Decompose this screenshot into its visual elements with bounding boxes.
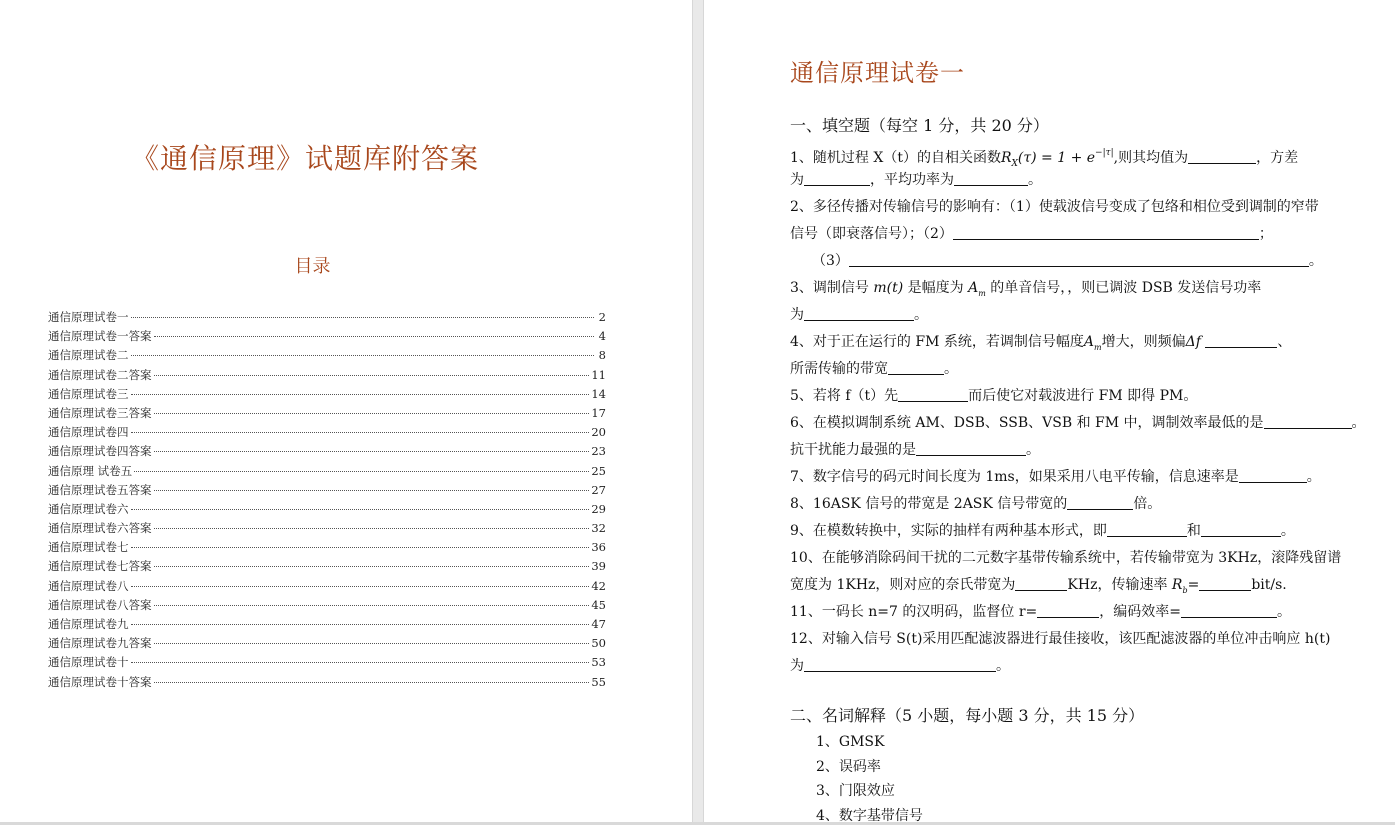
toc-entry-page-number: 2 <box>598 310 606 324</box>
answer-blank <box>804 171 870 186</box>
toc-entry[interactable] <box>48 635 606 654</box>
question-11: 11、一码长 n=7 的汉明码，监督位 r= ，编码效率= 。 <box>790 604 1291 620</box>
term-item: 2、误码率 <box>816 758 881 775</box>
answer-blank <box>1201 522 1281 537</box>
toc-leader-dots <box>154 413 590 414</box>
answer-blank <box>1188 149 1256 164</box>
toc-entry[interactable] <box>48 405 606 424</box>
answer-blank <box>1199 576 1251 591</box>
toc-entry[interactable] <box>48 578 606 597</box>
toc-entry-label: 通信原理试卷八 <box>48 578 129 593</box>
toc-entry-label: 通信原理试卷八答案 <box>48 597 152 612</box>
toc-entry-label: 通信原理试卷九答案 <box>48 636 152 651</box>
section-heading-fill-in: 一、填空题（每空 1 分，共 20 分） <box>790 116 1049 135</box>
toc-entry[interactable] <box>48 482 606 501</box>
toc-entry-page-number: 27 <box>591 482 606 497</box>
toc-entry[interactable] <box>48 501 606 520</box>
answer-blank <box>849 252 1309 267</box>
toc-entry-page-number: 53 <box>591 655 606 670</box>
toc-entry-label: 通信原理试卷二 <box>48 348 129 363</box>
question-1-line-1: 1、随机过程 X（t）的自相关函数$R_X(\tau) = 1 + e^{-|\tau|}$,则其均值为 ，方差 <box>790 148 1299 169</box>
toc-leader-dots <box>154 643 590 644</box>
toc-entry-page-number: 14 <box>591 386 606 401</box>
toc-entry-label: 通信原理试卷六 <box>48 501 129 516</box>
question-2-line-2: 信号（即衰落信号）；（2） ； <box>790 226 1273 242</box>
question-8: 8、16ASK 信号的带宽是 2ASK 信号带宽的 倍。 <box>790 496 1162 512</box>
toc-entry[interactable] <box>48 309 606 328</box>
toc-leader-dots <box>154 490 590 491</box>
toc-entry[interactable] <box>48 597 606 616</box>
toc-entry-label: 通信原理试卷四答案 <box>48 444 152 459</box>
toc-leader-dots <box>131 509 590 510</box>
toc-entry-page-number: 50 <box>591 636 606 651</box>
toc-entry-page-number: 23 <box>591 444 606 459</box>
question-7: 7、数字信号的码元时间长度为 1ms，如果采用八电平传输，信息速率是 。 <box>790 469 1321 485</box>
autocorrelation-formula: $R_X(\tau) = 1 + e^{-|\tau|}$ <box>1000 148 1114 169</box>
toc-entry-page-number: 42 <box>591 578 606 593</box>
term-item: 3、门限效应 <box>816 783 895 799</box>
toc-entry-page-number: 39 <box>591 559 606 574</box>
question-10-line-1: 10、在能够消除码间干扰的二元数字基带传输系统中，若传输带宽为 3KHz，滚降残留谱 <box>790 550 1342 566</box>
toc-entry-page-number: 29 <box>591 501 606 516</box>
toc-entry[interactable] <box>48 347 606 366</box>
toc-entry-page-number: 25 <box>591 463 606 478</box>
question-2-line-3: （3） 。 <box>812 253 1323 269</box>
question-3-line-1: 3、调制信号 m(t) 是幅度为 $A_m$ 的单音信号，，则已调波 DSB 发送信号功率 <box>790 280 1262 298</box>
toc-leader-dots <box>154 682 590 683</box>
answer-blank <box>954 171 1028 186</box>
answer-blank <box>1239 468 1307 483</box>
toc-entry-page-number: 4 <box>598 329 606 344</box>
toc-entry-page-number: 11 <box>591 367 606 382</box>
term-item: 4、数字基带信号 <box>816 807 923 822</box>
toc-leader-dots <box>131 662 590 663</box>
question-2-line-1: 2、多径传播对传输信号的影响有：（1）使载波信号变成了包络和相位受到调制的窄带 <box>790 199 1319 215</box>
toc-entry-label: 通信原理试卷六答案 <box>48 521 152 536</box>
toc-entry[interactable] <box>48 558 606 577</box>
toc-entry-label: 通信原理试卷一 <box>48 310 129 324</box>
toc-entry-page-number: 20 <box>591 425 606 440</box>
answer-blank <box>898 387 968 402</box>
document-title: 《通信原理》试题库附答案 <box>130 142 479 175</box>
toc-entry-label: 通信原理试卷十 <box>48 655 129 670</box>
toc-entry[interactable] <box>48 424 606 443</box>
toc-entry-page-number: 47 <box>591 617 606 631</box>
toc-entry[interactable] <box>48 443 606 462</box>
toc-entry-page-number: 17 <box>591 405 606 420</box>
exam-content <box>790 112 1366 822</box>
exam-page <box>704 0 1395 822</box>
toc-heading: 目录 <box>294 256 331 277</box>
toc-entry[interactable] <box>48 539 606 558</box>
question-6-line-1: 6、在模拟调制系统 AM、DSB、SSB、VSB 和 FM 中，调制效率最低的是 。 <box>790 415 1366 431</box>
term-item: 1、GMSK <box>816 734 885 750</box>
toc-entry[interactable] <box>48 367 606 386</box>
toc-leader-dots <box>131 547 590 548</box>
answer-blank <box>804 657 996 672</box>
toc-entry[interactable] <box>48 386 606 405</box>
toc-leader-dots <box>154 336 595 337</box>
toc-entry-label: 通信原理试卷九 <box>48 617 129 631</box>
toc-entry-page-number: 36 <box>591 540 606 555</box>
toc-leader-dots <box>131 432 590 433</box>
question-1-line-2: 为 ，平均功率为 。 <box>790 172 1042 188</box>
answer-blank <box>953 225 1259 240</box>
answer-blank <box>888 360 944 375</box>
section-heading-terms: 二、名词解释（5 小题，每小题 3 分，共 15 分） <box>790 706 1145 725</box>
question-5: 5、若将 f（t）先 而后使它对载波进行 FM 即得 PM。 <box>790 388 1198 404</box>
toc-entry[interactable] <box>48 654 606 673</box>
toc-entry[interactable] <box>48 520 606 539</box>
toc-leader-dots <box>154 605 590 606</box>
exam-title: 通信原理试卷一 <box>790 59 965 87</box>
answer-blank <box>1067 495 1133 510</box>
page-gutter <box>692 0 704 825</box>
toc-entry[interactable] <box>48 674 606 693</box>
toc-page <box>0 0 692 822</box>
question-4-line-1: 4、对于正在运行的 FM 系统，若调制信号幅度$A_m$增大，则频偏Δf 、 <box>790 334 1292 352</box>
toc-entry-label: 通信原理试卷七 <box>48 540 129 555</box>
toc-entry-label: 通信原理试卷三 <box>48 386 129 401</box>
toc-entry-page-number: 45 <box>591 597 606 612</box>
toc-leader-dots <box>131 394 590 395</box>
toc-entry-label: 通信原理试卷五答案 <box>48 482 152 497</box>
toc-leader-dots <box>131 317 595 318</box>
answer-blank <box>1181 603 1277 618</box>
toc-entry-label: 通信原理试卷十答案 <box>48 674 152 689</box>
question-6-line-2: 抗干扰能力最强的是 。 <box>790 442 1040 458</box>
question-12-line-1: 12、对输入信号 S(t)采用匹配滤波器进行最佳接收，该匹配滤波器的单位冲击响应 h(t) <box>790 631 1331 647</box>
toc-entry-page-number: 8 <box>598 348 606 363</box>
table-of-contents <box>48 309 606 693</box>
toc-leader-dots <box>131 624 590 625</box>
toc-leader-dots <box>134 471 589 472</box>
answer-blank <box>1107 522 1187 537</box>
question-12-line-2: 为 。 <box>790 658 1010 674</box>
toc-leader-dots <box>154 528 590 529</box>
toc-leader-dots <box>154 451 590 452</box>
question-10-line-2: 宽度为 1KHz，则对应的奈氏带宽为 KHz，传输速率 $R_b= bit/s$. <box>790 577 1287 595</box>
toc-entry-label: 通信原理试卷一答案 <box>48 329 152 344</box>
question-9: 9、在模数转换中，实际的抽样有两种基本形式，即 和 。 <box>790 523 1295 539</box>
toc-entry[interactable] <box>48 616 606 635</box>
answer-blank <box>804 306 914 321</box>
answer-blank <box>1015 576 1067 591</box>
answer-blank <box>1264 414 1352 429</box>
answer-blank <box>916 441 1026 456</box>
question-3-line-2: 为 。 <box>790 307 928 323</box>
toc-entry[interactable] <box>48 328 606 347</box>
toc-entry-label: 通信原理试卷三答案 <box>48 405 152 420</box>
toc-entry-page-number: 55 <box>591 674 606 689</box>
answer-blank <box>1205 333 1277 348</box>
toc-leader-dots <box>131 586 590 587</box>
toc-entry-label: 通信原理试卷四 <box>48 425 129 440</box>
toc-leader-dots <box>154 566 590 567</box>
toc-leader-dots <box>131 355 595 356</box>
toc-entry-label: 通信原理试卷七答案 <box>48 559 152 574</box>
toc-entry-label: 通信原理试卷二答案 <box>48 367 152 382</box>
toc-entry-page-number: 32 <box>591 521 606 536</box>
answer-blank <box>1037 603 1099 618</box>
toc-entry-label: 通信原理 试卷五 <box>48 463 133 478</box>
toc-leader-dots <box>154 375 590 376</box>
toc-entry[interactable] <box>48 463 606 482</box>
question-4-line-2: 所需传输的带宽 。 <box>790 361 958 377</box>
